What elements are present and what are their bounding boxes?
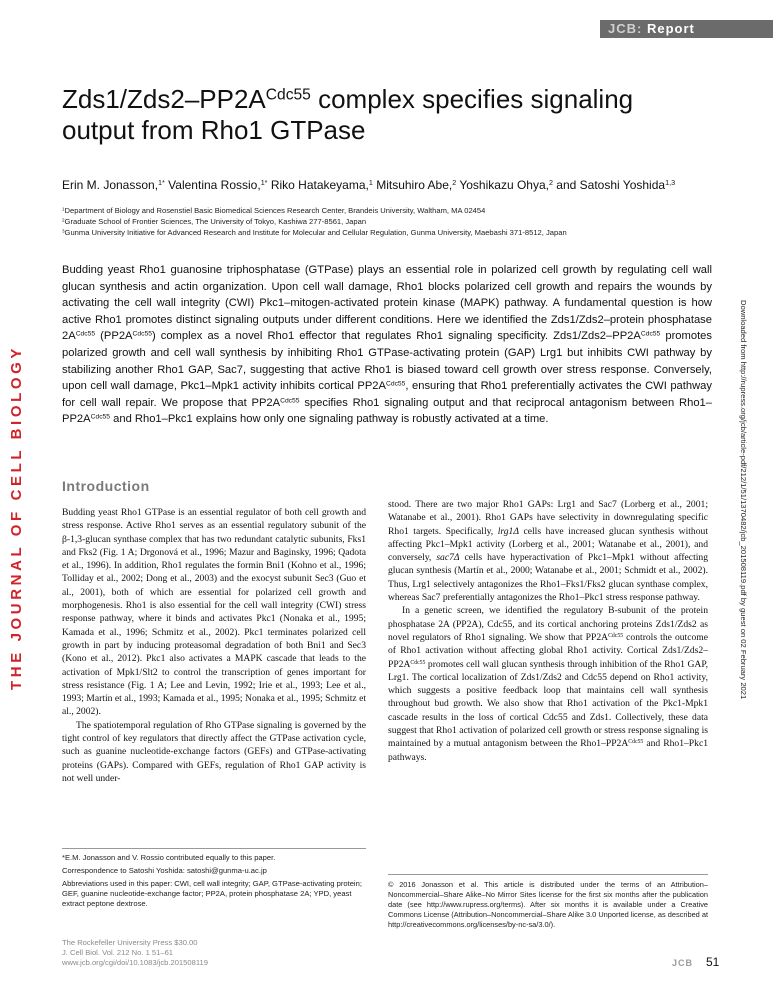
paragraph: In a genetic screen, we identified the regulatory B-subunit of the protein phosphatase 2A (PP2A), Cdc55, and its cortical anchoring proteins Zds1/Zds2 as novel regulators of Rho1 signaling. We show that $PP2A^{Cdc55}$ controls the outcome of Rho1 activation without affecting global Rho1 activity. Cortical $Zds1/Zds2-PP2A^{Cdc55}$ promotes cell wall glucan synthesis through inhibition of the Rho1 GAP, Lrg1. The cortical localization of Zds1/Zds2 and Cdc55 depend on Rho1 activity, which suggests a positive feedback loop that maintains cell wall synthesis throughout bud growth. We also show that Rho1 activation of the Pkc1-Mpk1 cascade results in the loss of cortical Cdc55 and Zds1. Collectively, these data suggest that Rho1 activation of polarized cell growth or stress response signaling is maintained by a mutual antagonism between the $Rho1-PP2A^{Cdc55}$ and Rho1–Pkc1 pathways. [388,605,708,763]
body-column-left [62,506,366,785]
license-text: © 2016 Jonasson et al. This article is distributed under the terms of an Attribution–Noncommercial–Share Alike–No Mirror Sites license for the first six months after the publication date (see http://www.rupress.org/terms). After six months it is available under a Creative Commons License (Attribution–Noncommercial–Share Alike 3.0 Unported license, as described at http://creativecommons.org/licenses/by-nc-sa/3.0/). [388,880,709,929]
side-download-note: Downloaded from http://rupress.org/jcb/article-pdf/212/1/51/1370482/jcb_201508119.pdf by guest on 02 February 2021 [739,300,748,700]
affiliations [62,205,722,238]
affiliation: $^1$Department of Biology and Rosenstiel Basic Biomedical Sciences Research Center, Brandeis University, Waltham, MA 02454 [62,206,486,215]
journal-section-label [608,21,695,36]
license-divider [388,874,708,875]
journal-abbrev: JCB: [608,21,643,36]
body-column-right [388,498,708,764]
section-heading-introduction: Introduction [62,478,150,494]
footer-journal: JCB [672,958,694,968]
footnotes [62,853,366,912]
affiliation: $^3$Gunma University Initiative for Advanced Research and Institute for Molecular and Cellular Regulation, Gunma University, Maebashi 371-8512, Japan [62,228,567,237]
publisher-info: The Rockefeller University Press $30.00 J. Cell Biol. Vol. 212 No. 1 51–61 www.jcb.org/cgi/doi/10.1083/jcb.201508119 [62,938,208,967]
footnote-correspondence: Correspondence to Satoshi Yoshida: satoshi@gunma-u.ac.jp [62,866,267,875]
section-name: Report [646,21,695,36]
abstract: Budding yeast Rho1 guanosine triphosphatase (GTPase) plays an essential role in polarized cell growth by regulating cell wall glucan synthesis and actin organization. Upon cell wall damage, Rho1 blocks polarized cell growth and repairs the wounds by activating the cell wall integrity (CWI) Pkc1–mitogen-activated protein kinase (MAPK) pathway. A fundamental question is how active Rho1 promotes distinct signaling outputs under different conditions. Here we identified the Zds1/Zds2–protein phosphatase $2A^{Cdc55}$ $(PP2A^{Cdc55})$ complex as a novel Rho1 effector that regulates Rho1 signaling specificity. $Zds1/Zds2-PP2A^{Cdc55}$ promotes polarized growth and cell wall synthesis by inhibiting Rho1 GTPase-activating protein (GAP) Lrg1 but inhibits CWI pathway by stabilizing another Rho1 GAP, Sac7, suggesting that active Rho1 is biased toward cell growth over stress response. Conversely, upon cell wall damage, Pkc1–Mpk1 activity inhibits cortical $PP2A^{Cdc55}$, ensuring that Rho1 preferentially activates the CWI pathway for cell wall repair. We propose that $PP2A^{Cdc55}$ specifies Rho1 signaling output and that reciprocal antagonism between $Rho1-PP2A^{Cdc55}$ and Rho1–Pkc1 explains how only one signaling pathway is robustly activated at a time. [62,264,712,426]
paragraph: Budding yeast Rho1 GTPase is an essential regulator of both cell growth and stress response. Active Rho1 serves as an essential regulatory subunit of the β-1,3-glucan synthase complex that has two redundant catalytic subunits, Fks1 and Fks2 (Fig. 1 A; Drgonová et al., 1996; Mazur and Baginsky, 1996; Qadota et al., 1996). In addition, Rho1 regulates the formin Bni1 (Kohno et al., 1996; Tolliday et al., 2002; Dong et al., 2003) and the exocyst subunit Sec3 (Guo et al., 2001), both of which are essential for polarized cell growth and morphogenesis. Rho1 is also essential for the cell wall integrity (CWI) stress response pathway, where it binds and activates Pkc1 (Nonaka et al., 1995; Kamada et al., 1996; Schmitz et al., 2002). Pkc1 terminates polarized cell growth in part by inducing proteasomal degradation of both Bni1 and Sec3 (Kono et al., 2012). Pkc1 also activates a MAPK cascade that leads to the activation of Mpk1/Slt2 to control the transcription of genes important for stress resistance (Fig. 1 A; Lee and Levin, 1992; Irie et al., 1993; Lee et al., 1993; Martín et al., 1993; Kamada et al., 1995; Nonaka et al., 1995; Schmitz et al., 2002). [62,507,366,718]
paragraph: stood. There are two major Rho1 GAPs: Lrg1 and Sac7 (Lorberg et al., 2001; Watanabe et al., 2001). Rho1 GAPs have selectivity in downregulating specific Rho1 targets. Specifically, lrg1Δ cells have increased glucan synthesis without affecting Pkc1–Mpk1 activity (Lorberg et al., 2001; Watanabe et al., 2001), and conversely, sac7Δ cells have hyperactivation of Pkc1–Mpk1 without affecting glucan synthesis (Martín et al., 2000; Watanabe et al., 2001; Schmidt et al., 2002). Thus, Lrg1 selectively antagonizes the Rho1–Fks1/Fks2 glucan synthase complex, whereas Sac7 preferentially antagonizes the Rho1–Pkc1 stress response pathway. [388,499,708,604]
footnote-abbreviations: Abbreviations used in this paper: CWI, cell wall integrity; GAP, GTPase-activating protein; GEF, guanine nucleotide-exchange factor; PP2A, protein phosphatase 2A; YPD, yeast extract peptone dextrose. [62,879,362,908]
side-journal-name: THE JOURNAL OF CELL BIOLOGY [8,345,25,690]
journal-header-bar [600,20,773,38]
footnote-equal: *E.M. Jonasson and V. Rossio contributed equally to this paper. [62,853,276,862]
author-list: Erin M. Jonasson,$^{1*}$ Valentina Rossio,$^{1*}$ Riko Hatakeyama,$^1$ Mitsuhiro Abe,$^2$ Yoshikazu Ohya,$^2$ and Satoshi Yoshida$^{1,3}$ [62,178,676,192]
page-number: 51 [706,955,720,969]
affiliation: $^2$Graduate School of Frontier Sciences, The University of Tokyo, Kashiwa 277-8561, Japan [62,217,367,226]
paragraph: The spatiotemporal regulation of Rho GTPase signaling is governed by the tight control of key regulators that directly affect the GTPase activation cycle, such as guanine nucleotide-exchange factors (GEFs) and GTPase-activating proteins (GAPs). Compared with GEFs, regulation of Rho1 GAP activity is not well under- [62,719,366,784]
footnote-divider [62,848,366,849]
article-title: $Zds1/Zds2-PP2A^{Cdc55}$ complex specifies signaling output from Rho1 GTPase [62,84,634,145]
